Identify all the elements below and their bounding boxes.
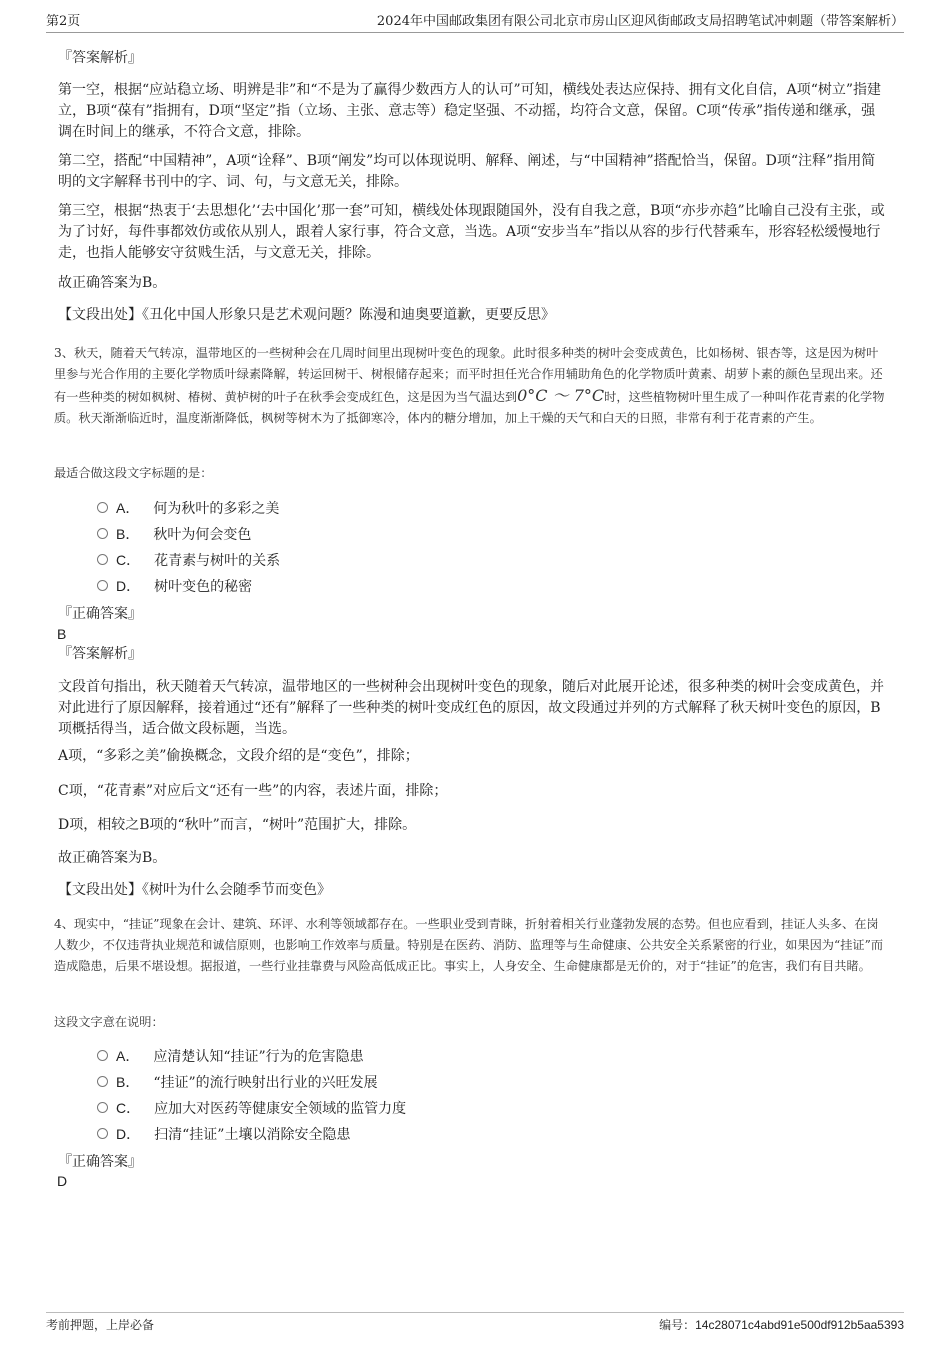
q4-option-c[interactable]: [97, 1099, 406, 1118]
page-footer: [46, 1312, 904, 1335]
q2-analysis-label: 『答案解析』: [58, 50, 142, 66]
q3-option-d[interactable]: [97, 577, 252, 596]
code-value: 14c28071c4abd91e500df912b5aa5393: [695, 1318, 904, 1332]
option-key: D．: [116, 1126, 141, 1142]
code-label: 编号：: [659, 1318, 696, 1332]
option-text: 秋叶为何会变色: [153, 527, 252, 543]
temperature-formula: 0°C ～ 7°C: [517, 386, 605, 405]
q3-stem-after: 时，这些植物树叶里生成了一种叫作花青素的化学物质。秋天渐渐临近时，温度渐渐降低，枫树等树木为了抵御寒冷，体内的糖分增加，加上干燥的天气和白天的日照，非常有利于花青素的产生。: [54, 390, 885, 425]
radio-icon[interactable]: [97, 528, 108, 539]
q4-prompt: 这段文字意在说明：: [54, 1015, 164, 1029]
option-key: B．: [116, 1074, 140, 1090]
option-key: B．: [116, 526, 140, 542]
document-code: [659, 1315, 904, 1335]
option-key: C．: [116, 1100, 141, 1116]
page-header: [46, 14, 904, 33]
q3-conclusion: 故正确答案为B。: [58, 850, 167, 866]
radio-icon[interactable]: [97, 502, 108, 513]
q4-stem: 4、现实中，“挂证”现象在会计、建筑、环评、水利等领域都存在。一些职业受到青睐，折射着相关行业蓬勃发展的态势。但也应看到，挂证人头多、在岗人数少，不仅违背执业规范和诚信原则，也影响工作效率与质量。特别是在医药、消防、监理等与生命健康、公共安全关系紧密的行业，如果因为“挂证”而造成隐患，后果不堪设想。据报道，一些行业挂靠费与风险高低成正比。事实上，人身安全、生命健康都是无价的，对于“挂证”的危害，我们有目共睹。: [54, 917, 884, 973]
q3-analysis-paragraph-1: 文段首句指出，秋天随着天气转凉，温带地区的一些树种会出现树叶变色的现象，随后对此展开论述，很多种类的树叶会变成黄色，并对此进行了原因解释，接着通过“还有”解释了一些种类的树叶变成红色的原因，故文段通过并列的方式解释了秋天树叶变色的原因，B项概括得当，适合做文段标题，当选。: [58, 679, 884, 737]
q3-answer-value: B: [57, 626, 67, 642]
q3-option-b[interactable]: [97, 525, 251, 544]
q4-option-d[interactable]: [97, 1125, 350, 1144]
q3-analysis-paragraph-4: D项，相较之B项的“秋叶”而言，“树叶”范围扩大，排除。: [58, 817, 417, 833]
option-key: C．: [116, 552, 141, 568]
option-text: 何为秋叶的多彩之美: [153, 501, 280, 517]
option-text: 应清楚认知“挂证”行为的危害隐患: [153, 1049, 364, 1065]
option-key: A．: [116, 1048, 140, 1064]
option-text: 花青素与树叶的关系: [154, 553, 281, 569]
radio-icon[interactable]: [97, 1050, 108, 1061]
q2-analysis-paragraph-1: 第一空，根据“应站稳立场、明辨是非”和“不是为了赢得少数西方人的认可”可知，横线处表达应保持、拥有文化自信，A项“树立”指建立，B项“葆有”指拥有，D项“坚定”指（立场、主张、意志等）稳定坚强、不动摇，均符合文意，保留。C项“传承”指传递和继承，强调在时间上的继承，不符合文意，排除。: [58, 82, 882, 140]
q3-stem: [54, 343, 890, 429]
radio-icon[interactable]: [97, 1076, 108, 1087]
document-title: 2024年中国邮政集团有限公司北京市房山区迎风街邮政支局招聘笔试冲刺题（带答案解析）: [376, 14, 904, 29]
option-text: “挂证”的流行映射出行业的兴旺发展: [153, 1075, 378, 1091]
q2-source: 【文段出处】《丑化中国人形象只是艺术观问题？陈漫和迪奥要道歉，更要反思》: [58, 307, 555, 323]
q3-option-c[interactable]: [97, 551, 280, 570]
radio-icon[interactable]: [97, 1102, 108, 1113]
radio-icon[interactable]: [97, 580, 108, 591]
q3-option-a[interactable]: [97, 499, 279, 518]
option-text: 树叶变色的秘密: [154, 579, 253, 595]
q3-answer-label: 『正确答案』: [58, 606, 142, 622]
q3-source: 【文段出处】《树叶为什么会随季节而变色》: [58, 882, 331, 898]
q3-analysis-label: 『答案解析』: [58, 646, 142, 662]
footer-slogan: 考前押题，上岸必备: [46, 1318, 155, 1332]
q4-answer-value: D: [57, 1173, 68, 1189]
option-text: 扫清“挂证”土壤以消除安全隐患: [154, 1127, 351, 1143]
q3-stem-before: 3、秋天，随着天气转凉，温带地区的一些树种会在几周时间里出现树叶变色的现象。此时很多种类的树叶会变成黄色，比如杨树、银杏等，这是因为树叶里参与光合作用的主要化学物质叶绿素降解，转运回树干、树根储存起来；而平时担任光合作用辅助角色的化学物质叶黄素、胡萝卜素的颜色呈现出来。还有一些种类的树如枫树、椿树、黄栌树的叶子在秋季会变成红色，这是因为当气温达到: [54, 346, 883, 404]
radio-icon[interactable]: [97, 1128, 108, 1139]
q2-analysis-paragraph-2: 第二空，搭配“中国精神”，A项“诠释”、B项“阐发”均可以体现说明、解释、阐述，与“中国精神”搭配恰当，保留。D项“注释”指用简明的文字解释书刊中的字、词、句，与文意无关，排除。: [58, 153, 876, 190]
q3-analysis-paragraph-2: A项，“多彩之美”偷换概念，文段介绍的是“变色”，排除；: [58, 748, 419, 764]
q3-analysis-paragraph-3: C项，“花青素”对应后文“还有一些”的内容，表述片面，排除；: [58, 783, 448, 799]
q4-answer-label: 『正确答案』: [58, 1154, 142, 1170]
q2-conclusion: 故正确答案为B。: [58, 275, 167, 291]
page-number: 第2页: [46, 14, 81, 29]
q3-prompt: 最适合做这段文字标题的是：: [54, 466, 213, 480]
option-text: 应加大对医药等健康安全领域的监管力度: [154, 1101, 407, 1117]
q2-analysis-paragraph-3: 第三空，根据“热衷于‘去思想化’‘去中国化’那一套”可知，横线处体现跟随国外，没有自我之意，B项“亦步亦趋”比喻自己没有主张，或为了讨好，每件事都效仿或依从别人，跟着人家行事，符合文意，当选。A项“安步当车”指以从容的步行代替乘车，形容轻松缓慢地行走，也指人能够安守贫贱生活，与文意无关，排除。: [58, 203, 885, 261]
radio-icon[interactable]: [97, 554, 108, 565]
q4-option-b[interactable]: [97, 1073, 378, 1092]
option-key: A．: [116, 500, 140, 516]
option-key: D．: [116, 578, 141, 594]
q4-option-a[interactable]: [97, 1047, 364, 1066]
